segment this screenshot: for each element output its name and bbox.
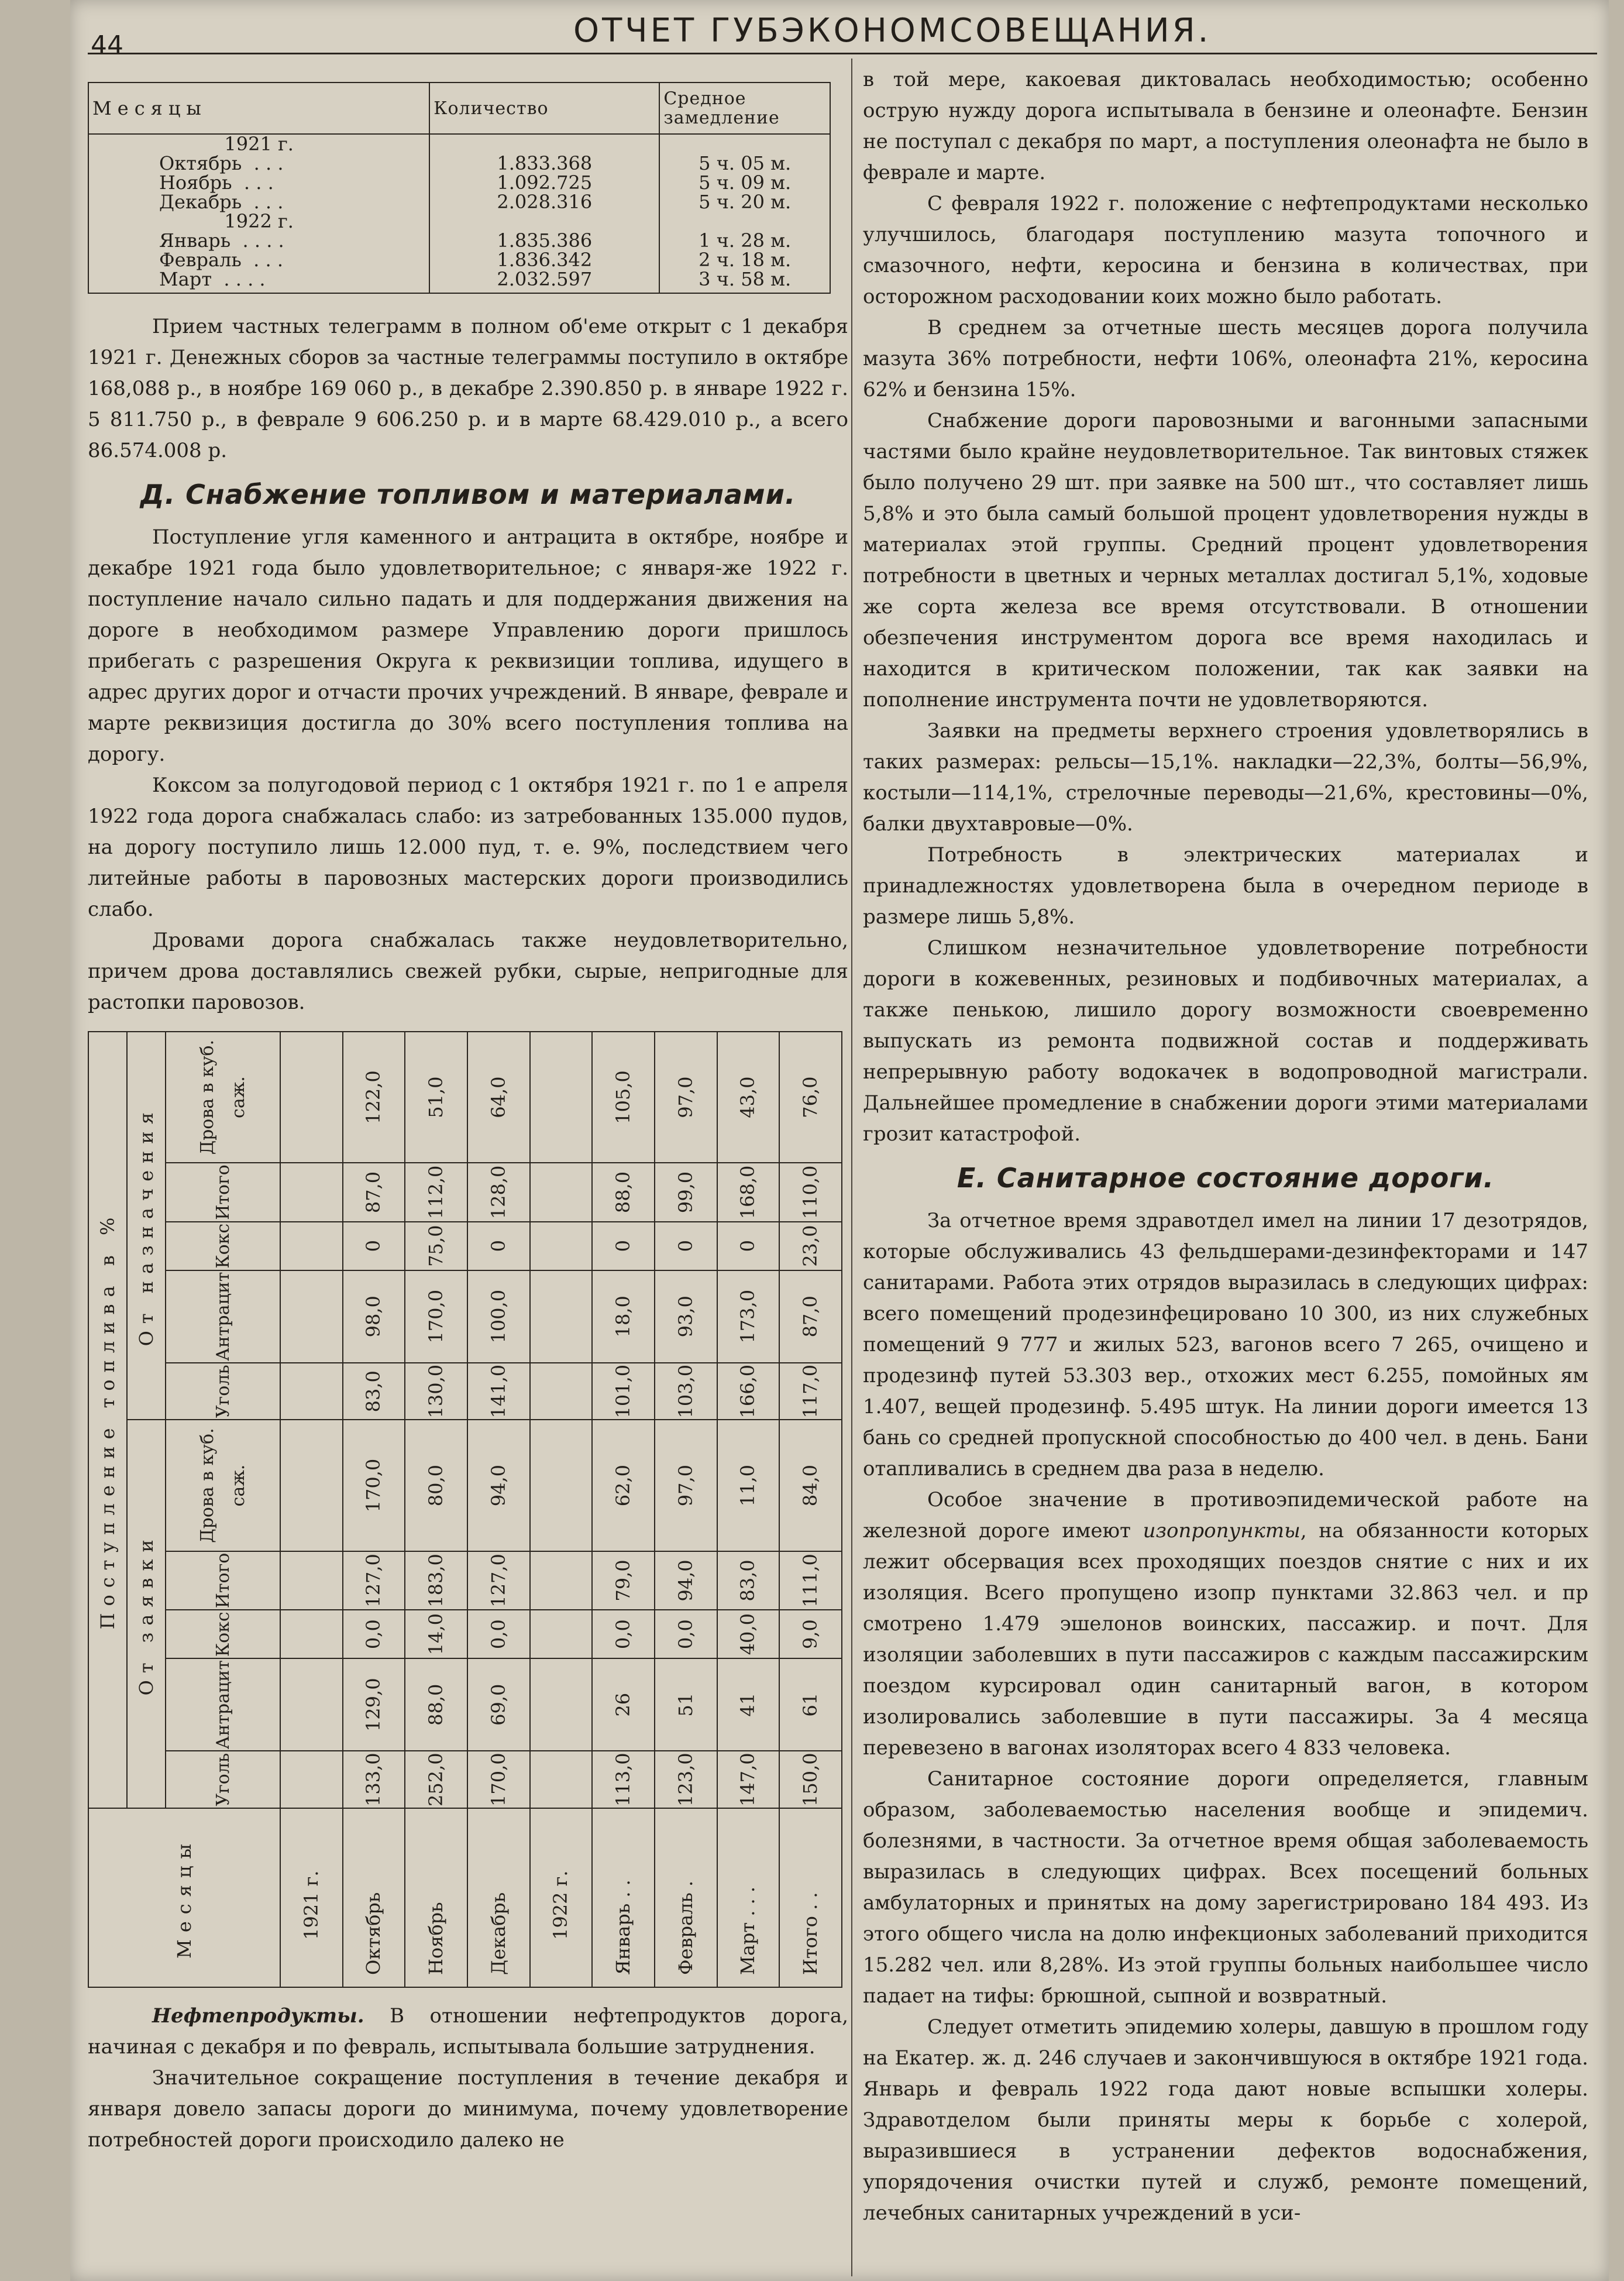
- table-row: [88, 154, 830, 173]
- fuel-value-cell: 141,0: [467, 1363, 530, 1420]
- fuel-value-cell: 84,0: [779, 1420, 842, 1551]
- paragraph-isolation-points: [863, 1485, 1588, 1764]
- fuel-value-cell: 0: [655, 1222, 717, 1270]
- fuel-value-cell: 117,0: [779, 1363, 842, 1420]
- fuel-value-cell: 101,0: [592, 1363, 655, 1420]
- page-header: [70, 8, 1609, 61]
- fuel-col-header: Антрацит: [166, 1270, 280, 1363]
- paragraph-oil-shortage: Значительное сокращение поступления в течение декабря и января довело запасы дороги до минимума, почему удовлетворение потребностей дороги происходило далеко не: [88, 2066, 848, 2152]
- fuel-value-cell: [280, 1270, 343, 1363]
- fuel-value-cell: [530, 1222, 593, 1270]
- fuel-value-cell: 168,0: [717, 1163, 780, 1222]
- fuel-value-cell: 0: [717, 1222, 780, 1270]
- fuel-value-cell: 112,0: [405, 1163, 467, 1222]
- fuel-month-cell: Январь . .: [592, 1808, 655, 1987]
- fuel-value-cell: [280, 1420, 343, 1551]
- fuel-value-cell: [530, 1270, 593, 1363]
- fuel-value-cell: 133,0: [343, 1751, 405, 1808]
- fuel-value-cell: 23,0: [779, 1222, 842, 1270]
- paragraph-cholera: Следует отметить эпидемию холеры, давшую в прошлом году на Екатер. ж. д. 246 случаев и закончившуюся в октябре 1921 года. Январь и февраль 1922 года дают новые вспышки холеры. Здравотделом были приняты меры к борьбе с холерой, выразившиеся в устранении дефектов водоснабжения, упорядочения очистки путей и служб, ремонте помещений, лечебных санитарных учреждений в уси-: [863, 2015, 1588, 2225]
- fuel-value-cell: [280, 1363, 343, 1420]
- quantity-cell: [429, 134, 659, 154]
- left-column: [88, 64, 848, 2156]
- paragraph-telegrams: Прием частных телеграмм в полном об'еме открыт с 1 декабря 1921 г. Денежных сборов за частные телеграммы поступило в октябре 168,088 р., в ноябре 169 060 р., в декабре 2.390.850 р. в январе 1922 г. 5 811.750 р., в феврале 9 606.250 р. и в марте 68.429.010 р., а всего 86.574.008 р.: [88, 315, 848, 462]
- month-cell: Март . . . .: [88, 270, 429, 293]
- month-cell: Декабрь . . .: [88, 193, 429, 212]
- delay-cell: 1 ч. 28 м.: [659, 231, 830, 250]
- fuel-value-cell: 43,0: [717, 1032, 780, 1163]
- fuel-value-cell: 61: [779, 1658, 842, 1751]
- delay-cell: [659, 134, 830, 154]
- fuel-value-cell: 75,0: [405, 1222, 467, 1270]
- fuel-value-cell: [530, 1163, 593, 1222]
- fuel-value-cell: 100,0: [467, 1270, 530, 1363]
- fuel-value-cell: 18,0: [592, 1270, 655, 1363]
- fuel-value-cell: 183,0: [405, 1551, 467, 1610]
- fuel-value-cell: 40,0: [717, 1610, 780, 1658]
- col-delay: Средное замедление: [659, 83, 830, 134]
- fuel-value-cell: [280, 1751, 343, 1808]
- month-cell: Февраль . . .: [88, 250, 429, 270]
- fuel-col-header: Кокс: [166, 1610, 280, 1658]
- fuel-value-cell: 14,0: [405, 1610, 467, 1658]
- fuel-value-cell: 147,0: [717, 1751, 780, 1808]
- fuel-value-cell: 98,0: [343, 1270, 405, 1363]
- table-row: [88, 134, 830, 154]
- fuel-month-cell: Ноябрь: [405, 1808, 467, 1987]
- fuel-value-cell: 103,0: [655, 1363, 717, 1420]
- fuel-value-cell: [280, 1658, 343, 1751]
- fuel-value-cell: 51: [655, 1658, 717, 1751]
- fuel-group-assignment: От назначения: [127, 1032, 166, 1420]
- fuel-month-cell: Декабрь: [467, 1808, 530, 1987]
- fuel-value-cell: 170,0: [405, 1270, 467, 1363]
- quantity-cell: 2.028.316: [429, 193, 659, 212]
- fuel-value-cell: 97,0: [655, 1420, 717, 1551]
- fuel-month-cell: Октябрь: [343, 1808, 405, 1987]
- fuel-value-cell: 130,0: [405, 1363, 467, 1420]
- fuel-table-wrapper: [88, 1031, 842, 1988]
- fuel-value-cell: 166,0: [717, 1363, 780, 1420]
- fuel-value-cell: 64,0: [467, 1032, 530, 1163]
- newspaper-page: [70, 0, 1609, 2281]
- fuel-col-header: Дрова в куб. саж.: [166, 1032, 280, 1163]
- fuel-value-cell: 129,0: [343, 1658, 405, 1751]
- fuel-value-cell: [530, 1751, 593, 1808]
- fuel-value-cell: 9,0: [779, 1610, 842, 1658]
- fuel-value-cell: 51,0: [405, 1032, 467, 1163]
- quantity-cell: 1.835.386: [429, 231, 659, 250]
- fuel-month-cell: 1922 г.: [530, 1808, 593, 1987]
- fuel-value-cell: 26: [592, 1658, 655, 1751]
- fuel-group-request: От заявки: [127, 1420, 166, 1809]
- column-divider: [851, 59, 852, 2276]
- fuel-value-cell: 170,0: [343, 1420, 405, 1551]
- telegram-table: [88, 82, 831, 294]
- fuel-col-months: Месяцы: [88, 1808, 280, 1987]
- month-cell: Октябрь . . .: [88, 154, 429, 173]
- fuel-value-cell: 110,0: [779, 1163, 842, 1222]
- fuel-value-cell: 62,0: [592, 1420, 655, 1551]
- fuel-value-cell: 127,0: [343, 1551, 405, 1610]
- fuel-value-cell: [280, 1032, 343, 1163]
- fuel-value-cell: 93,0: [655, 1270, 717, 1363]
- fuel-table-row: [717, 1032, 780, 1987]
- fuel-col-header: Антрацит: [166, 1658, 280, 1751]
- fuel-value-cell: 0: [592, 1222, 655, 1270]
- fuel-value-cell: 113,0: [592, 1751, 655, 1808]
- fuel-value-cell: 123,0: [655, 1751, 717, 1808]
- fuel-value-cell: 128,0: [467, 1163, 530, 1222]
- fuel-value-cell: 79,0: [592, 1551, 655, 1610]
- month-cell: Ноябрь . . .: [88, 173, 429, 193]
- quantity-cell: 1.836.342: [429, 250, 659, 270]
- paragraph-spare-parts: Снабжение дороги паровозными и вагонными запасными частями было крайне неудовлетворительное. Так винтовых стяжек было получено 29 шт. при заявке на 500 шт., что составляет лишь 5,8% и это была самый большой процент удовлетворения нужды в материалах этой группы. Средний процент удовлетворения потребности в цветных и черных металлах достигал 5,1%, ходовые же сорта железа все время отсутствовали. В отношении обезпечения инструментом дорога все время находилась и находится в критическом положении, так как заявки на пополнение инструмента почти не удовлетворяются.: [863, 409, 1588, 712]
- fuel-value-cell: 127,0: [467, 1551, 530, 1610]
- paragraph-leather-rubber: Слишком незначительное удовлетворение потребности дороги в кожевенных, резиновых и подбивочных материалах, а также пенькою, лишило дорогу возможности своевременно выпускать из ремонта подвижной состав и поддерживать непрерывную работу водокачек в водопроводной магистрали. Дальнейшее промедление в снабжении дороги этими материалами грозит катастрофой.: [863, 936, 1588, 1146]
- fuel-value-cell: [530, 1551, 593, 1610]
- table-row: [88, 250, 830, 270]
- fuel-value-cell: 80,0: [405, 1420, 467, 1551]
- fuel-value-cell: [280, 1610, 343, 1658]
- paragraph-coke: Коксом за полугодовой период с 1 октября 1921 г. по 1 е апреля 1922 года дорога снабжалась слабо: из затребованных 135.000 пудов, на дорогу поступило лишь 12.000 пуд, т. е. 9%, последствием чего литейные работы в паровозных мастерских дороги производились слабо.: [88, 774, 848, 921]
- fuel-value-cell: 94,0: [655, 1551, 717, 1610]
- iso-text-b: , на обязанности которых лежит обсервация всех проходящих поездов снятие с них и их изоляция. Всего пропущено изопр пунктами 32.863 чел. и пр смотрено 1.479 эшелонов воинских, пассажир. и почт. Для изоляции заболевших в пути пассажиров с каждым пассажирским поездом курсировал один санитарный вагон, в котором изолировались заболевшие в пути пассажиры. За 4 месяца перевезено в вагонах изоляторах всего 4 833 человека.: [863, 1519, 1588, 1760]
- fuel-value-cell: 11,0: [717, 1420, 780, 1551]
- delay-cell: 2 ч. 18 м.: [659, 250, 830, 270]
- fuel-value-cell: 105,0: [592, 1032, 655, 1163]
- month-cell: 1921 г.: [88, 134, 429, 154]
- fuel-table-row: [592, 1032, 655, 1987]
- paragraph-sanitary-state: Санитарное состояние дороги определяется, главным образом, заболеваемостью населения вообще и эпидемич. болезнями, в частности. За отчетное время общая заболеваемость выразилась в следующих цифрах. Всех посещений больных амбулаторных и принятых на дому зарегистрировано 184 493. Из этого общего числа на долю инфекционых заболеваний приходится 15.282 чел. или 8,28%. Из этой группы больных наибольшее число падает на тифы: брюшной, сыпной и возвратный.: [863, 1767, 1588, 2008]
- fuel-col-header: Итого: [166, 1163, 280, 1222]
- fuel-col-header: Кокс: [166, 1222, 280, 1270]
- fuel-table-row: [280, 1032, 343, 1987]
- fuel-value-cell: [530, 1420, 593, 1551]
- heading-section-d: Д. Снабжение топливом и материалами.: [140, 479, 796, 510]
- fuel-table-row: [467, 1032, 530, 1987]
- delay-cell: 5 ч. 05 м.: [659, 154, 830, 173]
- fuel-value-cell: 173,0: [717, 1270, 780, 1363]
- iso-term: изопропункты: [1143, 1519, 1300, 1543]
- header-rule: [88, 53, 1597, 54]
- fuel-col-header: Итого: [166, 1551, 280, 1610]
- fuel-value-cell: 0: [467, 1222, 530, 1270]
- paragraph-coal: Поступление угля каменного и антрацита в октябре, ноябре и декабре 1921 года было удовлетворительное; с января-же 1922 г. поступление начало сильно падать и для поддержания движения на дороге в необходимом размере Управлению дороги пришлось прибегать с разрешения Округа к реквизиции топлива, идущего в адрес других дорог и отчасти прочих учреждений. В январе, феврале и марте реквизиция достигла до 30% всего поступления топлива на дорогу.: [88, 525, 848, 766]
- paragraph-detachments: За отчетное время здравотдел имел на линии 17 дезотрядов, которые обслуживались 43 фельдшерами-дезинфекторами и 147 санитарами. Работа этих отрядов выразилась в следующих цифрах: всего помещений продезинфецировано 10 300, из них служебных помещений 9 777 и жилых 523, вагонов всего 7 265, очищено и продезинф путей 53.303 вер., отхожих мест 6.255, помойных ям 1.407, вещей продезинф. 5.495 штук. На линии дороги имеется 13 бань со средней пропускной способностью до 400 чел. в день. Бани отапливались в среднем два раза в неделю.: [863, 1209, 1588, 1480]
- month-cell: Январь . . . .: [88, 231, 429, 250]
- fuel-month-cell: 1921 г.: [280, 1808, 343, 1987]
- page-number: 44: [91, 30, 123, 60]
- fuel-value-cell: 76,0: [779, 1032, 842, 1163]
- fuel-month-cell: Февраль .: [655, 1808, 717, 1987]
- fuel-value-cell: 0,0: [592, 1610, 655, 1658]
- paragraph-avg-supply: В среднем за отчетные шесть месяцев дорога получила мазута 36% потребности, нефти 106%, олеонафта 21%, керосина 62% и бензина 15%.: [863, 316, 1588, 401]
- fuel-value-cell: 88,0: [592, 1163, 655, 1222]
- fuel-value-cell: 111,0: [779, 1551, 842, 1610]
- oil-products-text: В отношении нефтепродуктов дорога, начиная с декабря и по февраль, испытывала большие затруднения.: [88, 2004, 848, 2059]
- fuel-value-cell: 0,0: [655, 1610, 717, 1658]
- fuel-table-row: [779, 1032, 842, 1987]
- fuel-value-cell: 0,0: [467, 1610, 530, 1658]
- fuel-value-cell: [530, 1032, 593, 1163]
- fuel-group-main: Поступление топлива в %: [88, 1032, 127, 1808]
- fuel-value-cell: 88,0: [405, 1658, 467, 1751]
- table-row: [88, 212, 830, 231]
- table-row: [88, 231, 830, 250]
- fuel-col-header: Уголь: [166, 1363, 280, 1420]
- col-quantity: Количество: [429, 83, 659, 134]
- fuel-month-cell: Итого . .: [779, 1808, 842, 1987]
- fuel-value-cell: [530, 1363, 593, 1420]
- fuel-value-cell: [280, 1222, 343, 1270]
- table-row: [88, 193, 830, 212]
- paragraph-oil-products: [88, 2001, 848, 2063]
- heading-section-e: Е. Санитарное состояние дороги.: [956, 1162, 1495, 1194]
- paragraph-firewood: Дровами дорога снабжалась также неудовлетворительно, причем дрова доставлялись свежей рубки, сырые, непригодные для растопки паровозов.: [88, 929, 848, 1014]
- fuel-table-row: [343, 1032, 405, 1987]
- fuel-value-cell: 252,0: [405, 1751, 467, 1808]
- fuel-value-cell: 122,0: [343, 1032, 405, 1163]
- paragraph-electrical: Потребность в электрических материалах и принадлежностях удовлетворена была в очередном периоде в размере лишь 5,8%.: [863, 843, 1588, 929]
- fuel-value-cell: 170,0: [467, 1751, 530, 1808]
- quantity-cell: 1.833.368: [429, 154, 659, 173]
- fuel-table-row: [655, 1032, 717, 1987]
- paragraph-feb-1922: С февраля 1922 г. положение с нефтепродуктами несколько улучшилось, благодаря поступлению мазута топочного и смазочного, нефти, керосина и бензина в количествах, при осторожном расходовании коих можно было работать.: [863, 192, 1588, 308]
- fuel-value-cell: 83,0: [717, 1551, 780, 1610]
- fuel-value-cell: 87,0: [343, 1163, 405, 1222]
- month-cell: 1922 г.: [88, 212, 429, 231]
- fuel-month-cell: Март . . .: [717, 1808, 780, 1987]
- delay-cell: 5 ч. 09 м.: [659, 173, 830, 193]
- delay-cell: 5 ч. 20 м.: [659, 193, 830, 212]
- fuel-value-cell: 0: [343, 1222, 405, 1270]
- paragraph-oil-continued: в той мере, какоевая диктовалась необходимостью; особенно острую нужду дорога испытывала в бензине и олеонафте. Бензин не поступал с декабря по март, а поступления олеонафта не было в феврале и марте.: [863, 68, 1588, 184]
- quantity-cell: 2.032.597: [429, 270, 659, 293]
- fuel-value-cell: 150,0: [779, 1751, 842, 1808]
- quantity-cell: [429, 212, 659, 231]
- table-row: [88, 270, 830, 293]
- oil-products-label: Нефтепродукты.: [152, 2004, 364, 2028]
- fuel-value-cell: 94,0: [467, 1420, 530, 1551]
- fuel-col-header: Уголь: [166, 1751, 280, 1808]
- fuel-value-cell: [530, 1610, 593, 1658]
- iso-text-a: Особое значение в противоэпидемической работе на железной дороге имеют: [863, 1488, 1588, 1543]
- fuel-value-cell: 41: [717, 1658, 780, 1751]
- fuel-value-cell: 87,0: [779, 1270, 842, 1363]
- col-months: Месяцы: [88, 83, 429, 134]
- fuel-table-row: [530, 1032, 593, 1987]
- delay-cell: 3 ч. 58 м.: [659, 270, 830, 293]
- fuel-value-cell: [280, 1551, 343, 1610]
- right-column: [863, 64, 1588, 2229]
- table-row: [88, 173, 830, 193]
- fuel-col-header: Дрова в куб. саж.: [166, 1420, 280, 1551]
- fuel-value-cell: [530, 1658, 593, 1751]
- fuel-value-cell: 97,0: [655, 1032, 717, 1163]
- fuel-value-cell: [280, 1163, 343, 1222]
- quantity-cell: 1.092.725: [429, 173, 659, 193]
- fuel-table-row: [405, 1032, 467, 1987]
- paragraph-track-materials: Заявки на предметы верхнего строения удовлетворялись в таких размерах: рельсы—15,1%. накладки—22,3%, болты—56,9%, костыли—114,1%, стрелочные переводы—21,6%, крестовины—0%, балки двухтавровые—0%.: [863, 719, 1588, 836]
- fuel-supply-table: [88, 1031, 842, 1988]
- fuel-value-cell: 0,0: [343, 1610, 405, 1658]
- page-title: ОТЧЕТ ГУБЭКОНОМСОВЕЩАНИЯ.: [573, 12, 1212, 50]
- fuel-value-cell: 69,0: [467, 1658, 530, 1751]
- fuel-value-cell: 83,0: [343, 1363, 405, 1420]
- delay-cell: [659, 212, 830, 231]
- fuel-value-cell: 99,0: [655, 1163, 717, 1222]
